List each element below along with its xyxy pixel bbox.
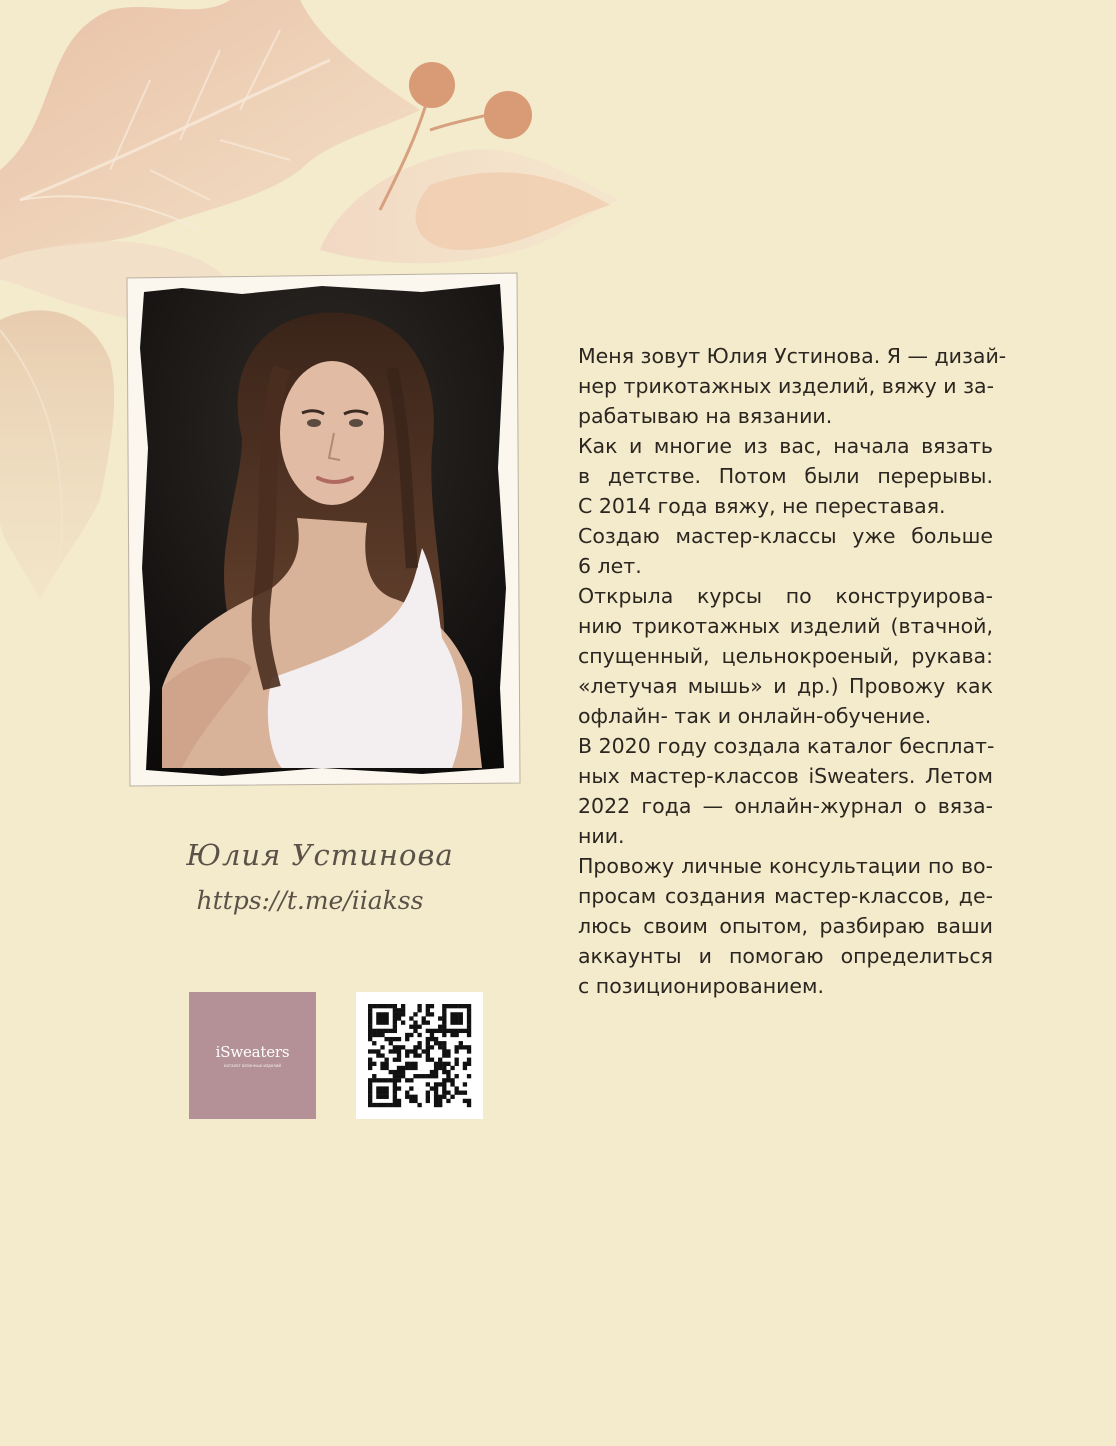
portrait-frame	[122, 268, 522, 790]
bio-line: просам создания мастер-классов, де-	[578, 884, 993, 908]
bio-line: Меня зовут Юлия Устинова. Я — дизай-	[578, 344, 1007, 368]
telegram-link[interactable]: https://t.me/iiakss	[196, 886, 424, 915]
bio-line: ных мастер-классов iSweaters. Летом	[578, 764, 993, 788]
bio-line: С 2014 года вяжу, не переставая.	[578, 494, 946, 518]
bio-line: Создаю мастер-классы уже больше	[578, 524, 993, 548]
bio-line: нии.	[578, 824, 625, 848]
bio-line: Открыла курсы по конструирова-	[578, 584, 993, 608]
bio-line: 6 лет.	[578, 554, 642, 578]
bio-line: В 2020 году создала каталог бесплат-	[578, 734, 995, 758]
bio-line: «летучая мышь» и др.) Провожу как	[578, 674, 993, 698]
bio-line: нер трикотажных изделий, вяжу и за-	[578, 374, 994, 398]
bio-line: люсь своим опытом, разбираю ваши	[578, 914, 993, 938]
portrait-photo	[122, 268, 522, 790]
author-bio	[578, 341, 1007, 1001]
bio-line: рабатываю на вязании.	[578, 404, 833, 428]
bio-line: Как и многие из вас, начала вязать	[578, 434, 993, 458]
bio-line: 2022 года — онлайн-журнал о вяза-	[578, 794, 993, 818]
bio-line: спущенный, цельнокроеный, рукава:	[578, 644, 993, 668]
bio-line: аккаунты и помогаю определиться	[578, 944, 993, 968]
logo-tagline: каталог вязанных изделий	[223, 1063, 282, 1068]
bio-line: нию трикотажных изделий (втачной,	[578, 614, 993, 638]
qr-code-icon[interactable]	[356, 992, 483, 1119]
bio-line: с позиционированием.	[578, 974, 825, 998]
bio-line: в детстве. Потом были перерывы.	[578, 464, 993, 488]
qr-code-graphic	[356, 992, 483, 1119]
bio-line: офлайн- так и онлайн-обучение.	[578, 704, 932, 728]
bio-line: Провожу личные консультации по во-	[578, 854, 993, 878]
isweaters-logo	[189, 992, 316, 1119]
logo-brand: iSweaters	[215, 1043, 290, 1061]
author-name: Юлия Устинова	[186, 838, 454, 872]
